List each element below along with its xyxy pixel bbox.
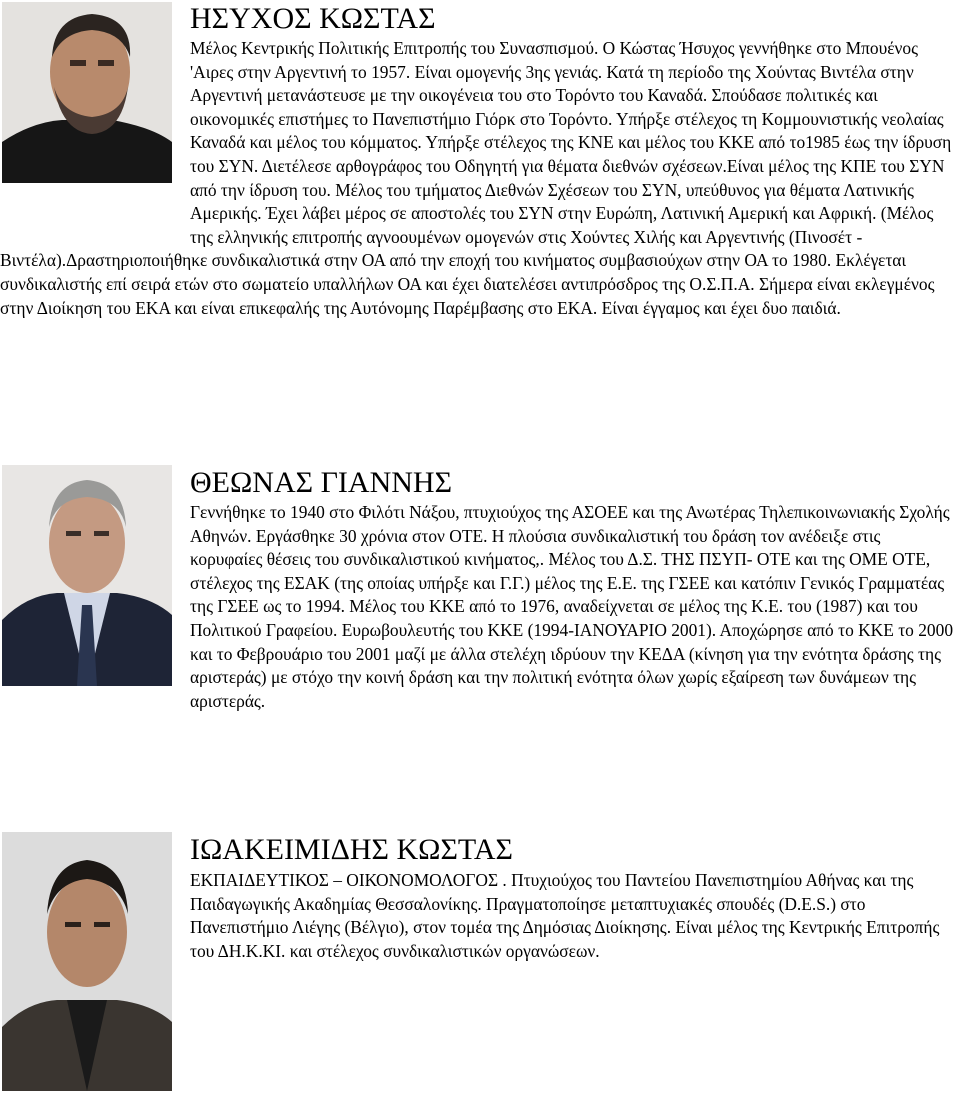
person-name: ΙΩΑΚΕΙΜΙΔΗΣ ΚΩΣΤΑΣ xyxy=(190,833,513,866)
person-bio: ΕΚΠΑΙΔΕΥΤΙΚΟΣ – ΟΙΚΟΝΟΜΟΛΟΓΟΣ . Πτυχιούχος του Παντείου Πανεπιστημίου Αθήνας και της Παιδαγωγικής Ακαδημίας Θεσσαλονίκης. Πραγματοποίησε μεταπτυχιακές σπουδές (D.E.S.) στο Πανεπιστήμιο Λιέγης (Βέλγιο), στον τομέα της Δημόσιας Διοίκησης. Είναι μέλος της Κεντρικής Επιτροπής του ΔΗ.Κ.ΚΙ. και στέλεχος συνδικαλιστικών οργανώσεων. xyxy=(190,870,940,961)
person-name: ΗΣΥΧΟΣ ΚΩΣΤΑΣ xyxy=(190,2,436,35)
person-name: ΘΕΩΝΑΣ ΓΙΑΝΝΗΣ xyxy=(190,466,453,499)
person-bio: Γεννήθηκε το 1940 στο Φιλότι Νάξου, πτυχιούχος της ΑΣΟΕΕ και της Ανωτέρας Τηλεπικοινωνιακής Σχολής Αθηνών. Εργάσθηκε 30 χρόνια στον ΟΤΕ. Η πλούσια συνδικαλιστική του δράση τον ανέδειξε στις κορυφαίες θέσεις του συνδικαλιστικού κινήματος,. Μέλος του Δ.Σ. ΤΗΣ ΠΣΥΠ- ΟΤΕ και της ΟΜΕ ΟΤΕ, στέλεχος της ΕΣΑΚ (της οποίας υπήρξε και Γ.Γ.) μέλος της Ε.Ε. της ΓΣΕΕ και κατόπιν Γενικός Γραμματέας της ΓΣΕΕ ως το 1994. Μέλος του ΚΚΕ από το 1976, αναδείχνεται σε μέλος της Κ.Ε. του (1987) και του Πολιτικού Γραφείου. Ευρωβουλευτής του ΚΚΕ (1994-ΙΑΝΟΥΑΡΙΟ 2001). Αποχώρησε από το ΚΚΕ το 2000 και το Φεβρουάριο του 2001 μαζί με άλλα στελέχη ιδρύουν την ΚΕΔΑ (κίνηση για την ενότητα δράσης της αριστεράς) με στόχο την κοινή δράση και την πολιτική ενότητα όλων χωρίς εξαίρεση των δυνάμεων της αριστεράς. xyxy=(190,502,954,711)
person-bio: Μέλος Κεντρικής Πολιτικής Επιτροπής του Συνασπισμού. Ο Κώστας Ήσυχος γεννήθηκε στο Μπουένος 'Αιρες στην Αργεντινή το 1957. Είναι ομογενής 3ης γενιάς. Κατά τη περίοδο της Χούντας Βιντέλα στην Αργεντινή μετανάστευσε με την οικογένεια του στο Τορόντο του Καναδά. Σπούδασε πολιτικές και οικονομικές επιστήμες το Πανεπιστήμιο Γιόρκ στο Τορόντο. Υπήρξε στέλεχος τη Κομμουνιστικής νεολαίας Καναδά και μέλος του κόμματος. Υπήρξε στέλεχος της ΚΝΕ και μέλος του ΚΚΕ από το1985 έως την ίδρυση του ΣΥΝ. Διετέλεσε αρθογράφος του Οδηγητή για θέματα διεθνών σχέσεων.Είναι μέλος της ΚΠΕ του ΣΥΝ από την ίδρυση του. Μέλος του τμήματος Διεθνών Σχέσεων του ΣΥΝ, υπεύθυνος για θέματα Λατινικής Αμερικής. Έχει λάβει μέρος σε αποστολές του ΣΥΝ στην Ευρώπη, Λατινική Αμερική και Αφρική. (Μέλος της ελληνικής επιτροπής αγνοουμένων ομογενών στις Χούντες Χιλής και Αργεντινής (Πινοσέτ - Βιντέλα).Δραστηριοποιήθηκε συνδικαλιστικά στην ΟΑ από την εποχή του κινήματος συμβασιούχων στην ΟΑ το 1980. Εκλέγεται συνδικαλιστής επί σειρά ετών στο σωματείο υπαλλήλων ΟΑ και έχει διατελέσει αντιπρόσδρος της Ο.Σ.Π.Α. Σήμερα είναι εκλεγμένος στην Διοίκηση του ΕΚΑ και είναι επικεφαλής της Αυτόνομης Παρέμβασης στο ΕΚΑ. Είναι έγγαμος και έχει δυο παιδιά. xyxy=(0,38,952,318)
